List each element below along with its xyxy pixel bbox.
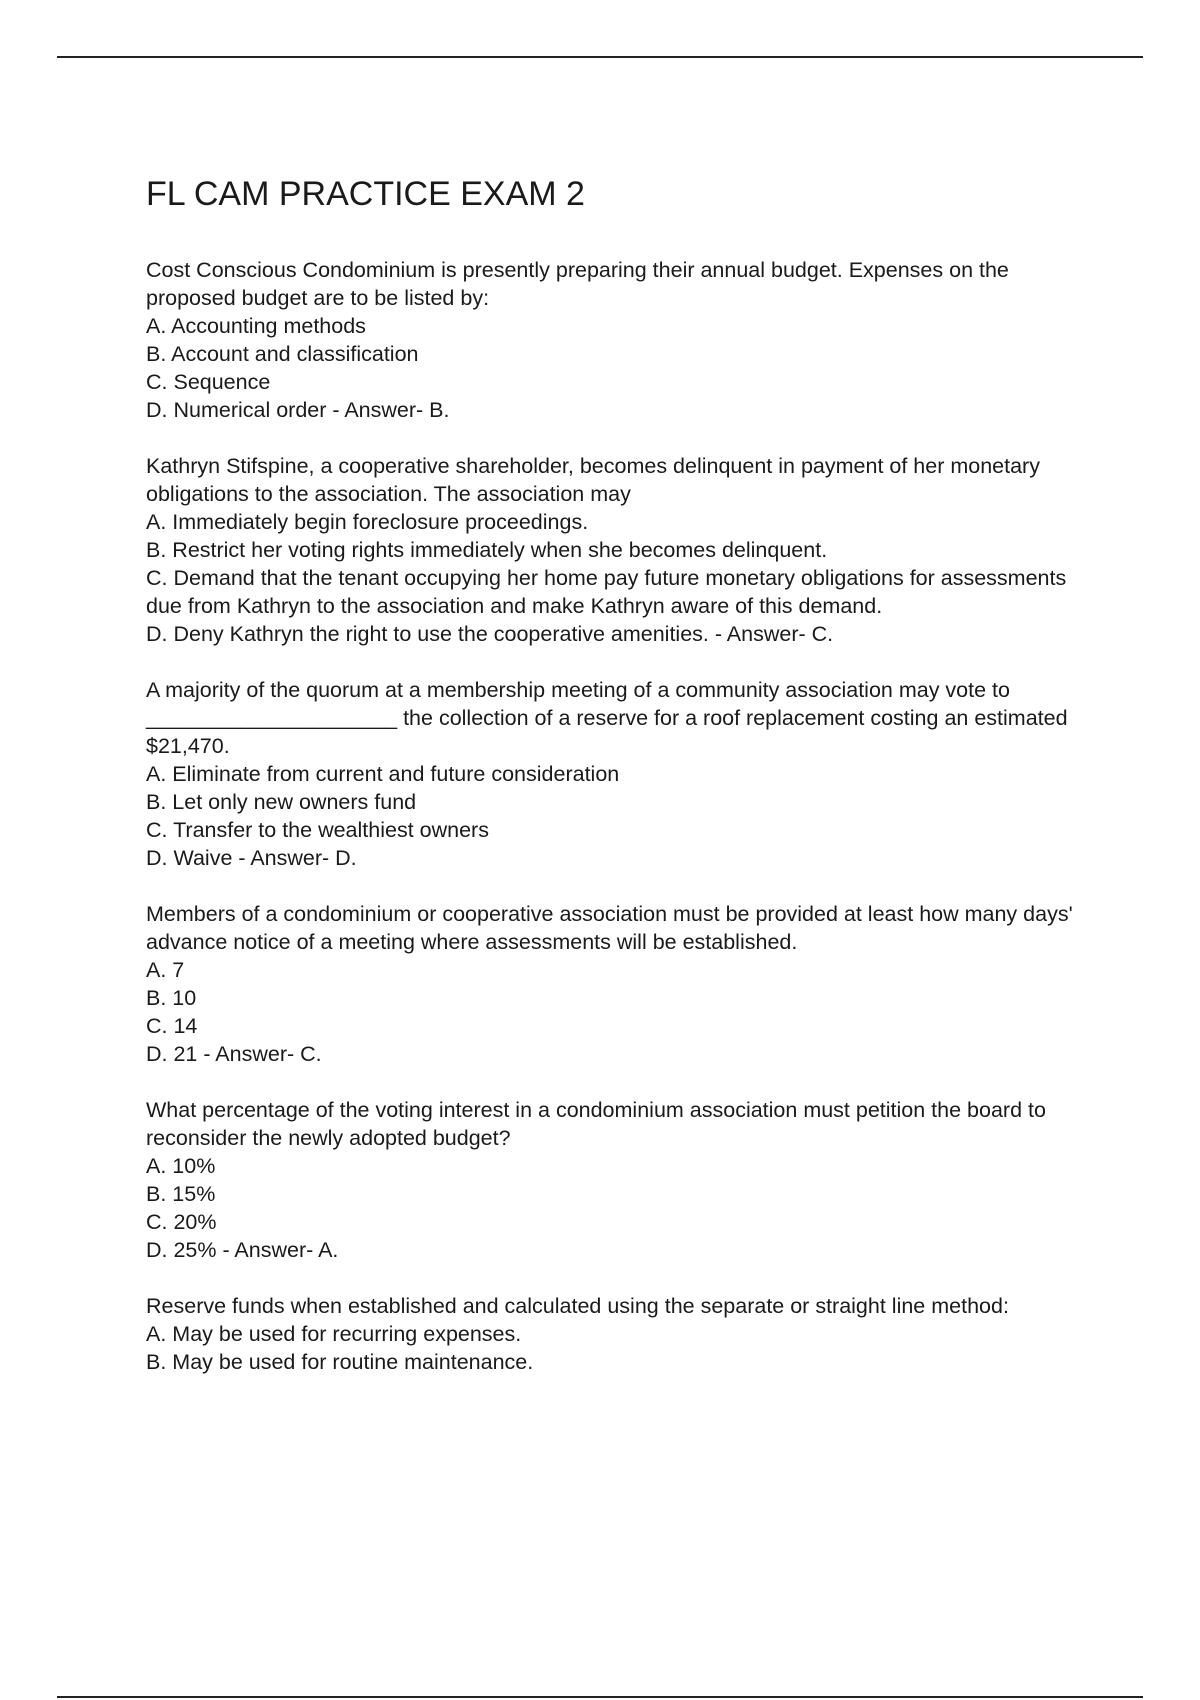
option-a: A. Accounting methods: [146, 314, 366, 338]
question-stem: Cost Conscious Condominium is presently preparing their annual budget. Expenses on the proposed budget are to be listed by:: [146, 258, 1009, 310]
option-d: D. Numerical order - Answer- B.: [146, 398, 450, 422]
option-list: [146, 508, 1086, 648]
question-stem: What percentage of the voting interest in a condominium association must petition the board to reconsider the newly adopted budget?: [146, 1098, 1046, 1150]
option-list: [146, 312, 1086, 424]
question-4: [146, 900, 1086, 1068]
question-stem: Reserve funds when established and calculated using the separate or straight line method:: [146, 1294, 1009, 1318]
question-6: [146, 1292, 1086, 1376]
top-rule: [57, 56, 1143, 58]
question-stem: Members of a condominium or cooperative association must be provided at least how many days' advance notice of a meeting where assessments will be established.: [146, 902, 1073, 954]
option-c: C. 20%: [146, 1210, 217, 1234]
option-d: D. Deny Kathryn the right to use the cooperative amenities. - Answer- C.: [146, 622, 834, 646]
option-b: B. 15%: [146, 1182, 216, 1206]
question-3: [146, 676, 1086, 872]
option-b: B. May be used for routine maintenance.: [146, 1350, 534, 1374]
option-b: B. Account and classification: [146, 342, 419, 366]
option-a: A. 10%: [146, 1154, 216, 1178]
option-d: D. 25% - Answer- A.: [146, 1238, 339, 1262]
question-2: [146, 452, 1086, 648]
option-a: A. 7: [146, 958, 185, 982]
question-stem: Kathryn Stifspine, a cooperative shareholder, becomes delinquent in payment of her monetary obligations to the association. The association may: [146, 454, 1040, 506]
option-a: A. Eliminate from current and future consideration: [146, 762, 620, 786]
question-1: [146, 256, 1086, 424]
option-c: C. Sequence: [146, 370, 271, 394]
option-a: A. Immediately begin foreclosure proceedings.: [146, 510, 589, 534]
option-b: B. Let only new owners fund: [146, 790, 417, 814]
option-c: C. 14: [146, 1014, 198, 1038]
option-c: C. Transfer to the wealthiest owners: [146, 818, 489, 842]
option-list: [146, 760, 1086, 872]
option-c: C. Demand that the tenant occupying her home pay future monetary obligations for assessments due from Kathryn to the association and make Kathryn aware of this demand.: [146, 566, 1067, 618]
option-list: [146, 1152, 1086, 1264]
question-stem: A majority of the quorum at a membership meeting of a community association may vote to _____________________ the collection of a reserve for a roof replacement costing an estimated $21,470.: [146, 678, 1068, 758]
option-b: B. 10: [146, 986, 197, 1010]
document-body: [146, 172, 1086, 1404]
bottom-rule: [57, 1696, 1143, 1698]
option-d: D. Waive - Answer- D.: [146, 846, 357, 870]
document-title: FL CAM PRACTICE EXAM 2: [146, 175, 585, 213]
option-d: D. 21 - Answer- C.: [146, 1042, 322, 1066]
option-list: [146, 956, 1086, 1068]
option-b: B. Restrict her voting rights immediately when she becomes delinquent.: [146, 538, 828, 562]
option-a: A. May be used for recurring expenses.: [146, 1322, 522, 1346]
option-list: [146, 1320, 1086, 1376]
question-5: [146, 1096, 1086, 1264]
